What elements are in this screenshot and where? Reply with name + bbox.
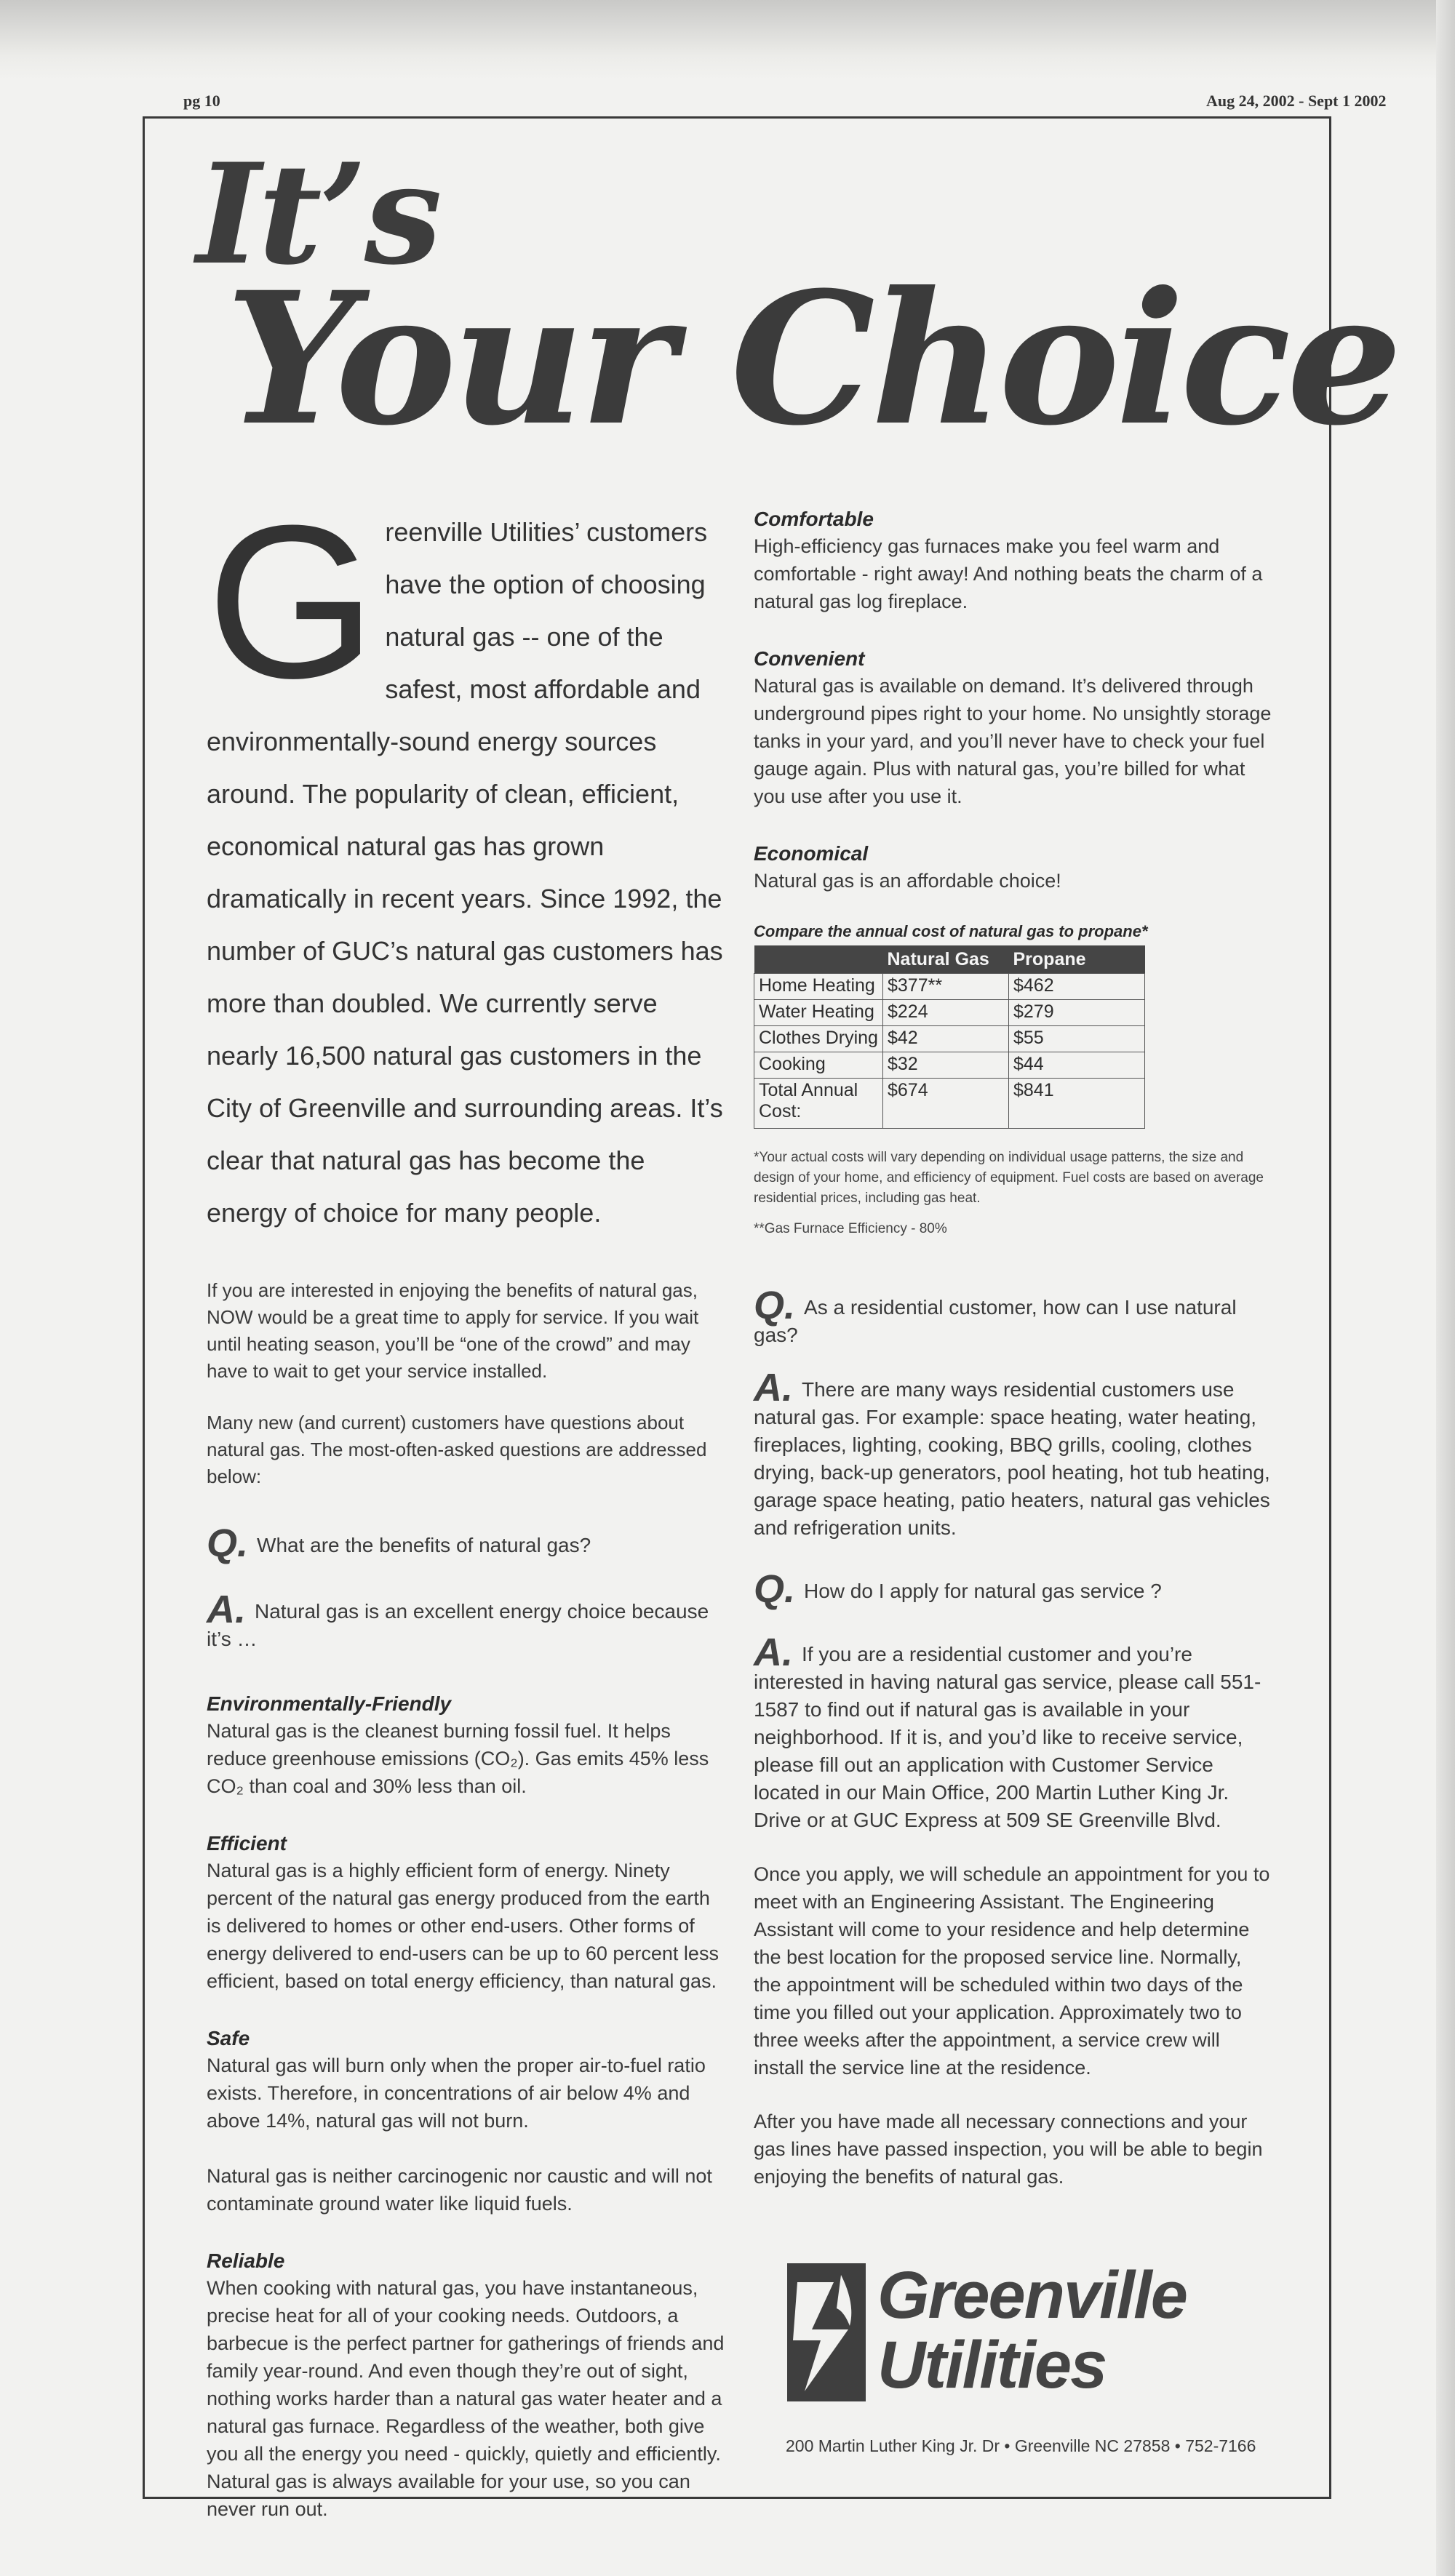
table-cell: $32 [883, 1052, 1009, 1079]
scan-shadow-top [0, 0, 1455, 80]
table-cell: $55 [1009, 1026, 1145, 1052]
comfortable-text: High-efficiency gas furnaces make you feel warm and comfortable - right away! And nothing beats the charm of a natural gas log fireplace. [754, 535, 1263, 612]
convenient-text: Natural gas is available on demand. It’s delivered through underground pipes right to your home. No unsightly storage tanks in your yard, and you’ll never have to check your fuel gauge again. Plus with natural gas, you’re billed for what you use after you use it. [754, 675, 1272, 807]
question-1-text: What are the benefits of natural gas? [257, 1534, 591, 1556]
scan-shadow-right [1436, 0, 1455, 2576]
table-cell: Water Heating [754, 1000, 883, 1026]
q-label: Q. [754, 1284, 796, 1327]
convenient-heading: Convenient [754, 647, 865, 670]
efficient-text: Natural gas is a highly efficient form of energy. Ninety percent of the natural gas energy produced from the earth is delivered to homes or other end-users. Other forms of energy delivered to end-users can be up to 60 percent less efficient, based on total energy efficiency, than natural gas. [207, 1860, 719, 1992]
table-header-blank [754, 945, 883, 974]
table-cell: $279 [1009, 1000, 1145, 1026]
issue-dates: Aug 24, 2002 - Sept 1 2002 [1206, 92, 1387, 110]
cost-comparison-table [754, 945, 1145, 1129]
safe-text: Natural gas will burn only when the proper air-to-fuel ratio exists. Therefore, in concentrations of air below 4% and above 14%, natural gas will not burn. [207, 2055, 706, 2132]
efficient-heading: Efficient [207, 1832, 287, 1855]
answer-1 [207, 1588, 728, 1653]
safe-heading: Safe [207, 2027, 250, 2049]
intro-text: reenville Utilities’ customers have the option of choosing natural gas -- one of the safest, most affordable and environmentally-sound energy sources around. The popularity of clean, efficient, economical natural gas has grown dramatically in recent years. Since 1992, the number of GUC’s natural gas customers has more than doubled. We currently serve nearly 16,500 natural gas customers in the City of Greenville and surrounding areas. It’s clear that natural gas has become the energy of choice for many people. [207, 517, 723, 1228]
table-cell: Clothes Drying [754, 1026, 883, 1052]
table-cell: $674 [883, 1079, 1009, 1129]
appointment-paragraph: Once you apply, we will schedule an appointment for you to meet with an Engineering Assistant. The Engineering Assistant will come to your residence and help determine the best location for the proposed service line. Normally, the appointment will be scheduled within two days of the time you filled out your application. Approximately two to three weeks after the appointment, a service crew will install the service line at the residence. [754, 1863, 1270, 2079]
economical-text: Natural gas is an affordable choice! [754, 870, 1061, 892]
reliable-text: When cooking with natural gas, you have instantaneous, precise heat for all of your cooking needs. Outdoors, a barbecue is the perfect partner for gatherings of friends and family year-round. And even though they’re out of sight, nothing works harder than a natural gas water heater and a natural gas furnace. Regardless of the weather, both give you all the energy you need - quickly, quietly and efficiently. Natural gas is always available for your use, so you can never run out. [207, 2277, 725, 2520]
environment-text: Natural gas is the cleanest burning fossil fuel. It helps reduce greenhouse emissions (CO₂). Gas emits 45% less CO₂ than coal and 30% less than oil. [207, 1720, 709, 1797]
table-cell: $224 [883, 1000, 1009, 1026]
question-2 [754, 1284, 1272, 1349]
inspection-paragraph: After you have made all necessary connections and your gas lines have passed inspection, you will be able to begin enjoying the benefits of natural gas. [754, 2111, 1263, 2188]
table-caption: Compare the annual cost of natural gas to propane* [754, 922, 1148, 940]
table-cell: $462 [1009, 974, 1145, 1000]
headline-line-2: Your Choice [226, 252, 1398, 465]
table-row [754, 1079, 1145, 1129]
question-3 [754, 1567, 1272, 1611]
page-number: pg 10 [183, 92, 220, 110]
table-row [754, 1026, 1145, 1052]
table-cell: Home Heating [754, 974, 883, 1000]
safe-text-2: Natural gas is neither carcinogenic nor caustic and will not contaminate ground water like liquid fuels. [207, 2165, 712, 2215]
table-row [754, 1000, 1145, 1026]
apply-now-paragraph: If you are interested in enjoying the benefits of natural gas, NOW would be a great time to apply for service. If you wait until heating season, you’ll be “one of the crowd” and may have to wait to get your service installed. [207, 1279, 699, 1382]
a-label: A. [754, 1366, 793, 1409]
logo-line-1: Greenville [877, 2258, 1187, 2332]
left-column [207, 479, 728, 2523]
a-label: A. [754, 1631, 793, 1674]
flame-logo-icon [783, 2260, 870, 2406]
reliable-heading: Reliable [207, 2249, 285, 2272]
answer-3 [754, 1631, 1272, 1834]
intro-paragraph [207, 479, 728, 1239]
questions-paragraph: Many new (and current) customers have questions about natural gas. The most-often-asked questions are addressed below: [207, 1412, 707, 1487]
question-3-text: How do I apply for natural gas service ? [804, 1580, 1162, 1602]
environment-heading: Environmentally-Friendly [207, 1692, 452, 1715]
logo-wordmark [877, 2260, 1187, 2400]
table-cell: Cooking [754, 1052, 883, 1079]
greenville-utilities-logo [783, 2260, 1248, 2413]
table-cell: $42 [883, 1026, 1009, 1052]
drop-cap: G [207, 479, 370, 724]
answer-3-text: If you are a residential customer and you’re interested in having natural gas service, please call 551-1587 to find out if natural gas is available in your neighborhood. If it is, and you’d like to receive service, please fill out an application with Customer Service located in our Main Office, 200 Martin Luther King Jr. Drive or at GUC Express at 509 SE Greenville Blvd. [754, 1643, 1261, 1831]
table-cell: $841 [1009, 1079, 1145, 1129]
table-row [754, 974, 1145, 1000]
q-label: Q. [207, 1521, 249, 1565]
table-cell: $377** [883, 974, 1009, 1000]
table-header-propane: Propane [1009, 945, 1145, 974]
table-row [754, 1052, 1145, 1079]
answer-2 [754, 1366, 1272, 1542]
table-cell: $44 [1009, 1052, 1145, 1079]
answer-1-text: Natural gas is an excellent energy choice because it’s … [207, 1600, 709, 1650]
footnote-efficiency: **Gas Furnace Efficiency - 80% [754, 1221, 947, 1236]
table-cell: Total Annual Cost: [754, 1079, 883, 1129]
answer-2-text: There are many ways residential customers use natural gas. For example: space heating, water heating, fireplaces, lighting, cooking, BBQ grills, cooling, clothes drying, back-up generators, pool heating, hot tub heating, garage space heating, patio heaters, natural gas vehicles and refrigeration units. [754, 1378, 1270, 1539]
headline-line-1: It’s [196, 133, 439, 295]
table-header-natural-gas: Natural Gas [883, 945, 1009, 974]
footnote-costs: *Your actual costs will vary depending on individual usage patterns, the size and design of your home, and efficiency of equipment. Fuel costs are based on average residential prices, including gas heat. [754, 1150, 1264, 1206]
comfortable-heading: Comfortable [754, 508, 874, 530]
q-label: Q. [754, 1567, 796, 1611]
a-label: A. [207, 1588, 246, 1631]
question-1 [207, 1521, 728, 1565]
right-column [754, 506, 1272, 2191]
table-header-row [754, 945, 1145, 974]
economical-heading: Economical [754, 842, 869, 865]
company-address: 200 Martin Luther King Jr. Dr • Greenville NC 27858 • 752-7166 [786, 2436, 1256, 2455]
logo-line-2: Utilities [877, 2328, 1107, 2402]
question-2-text: As a residential customer, how can I use natural gas? [754, 1296, 1237, 1346]
